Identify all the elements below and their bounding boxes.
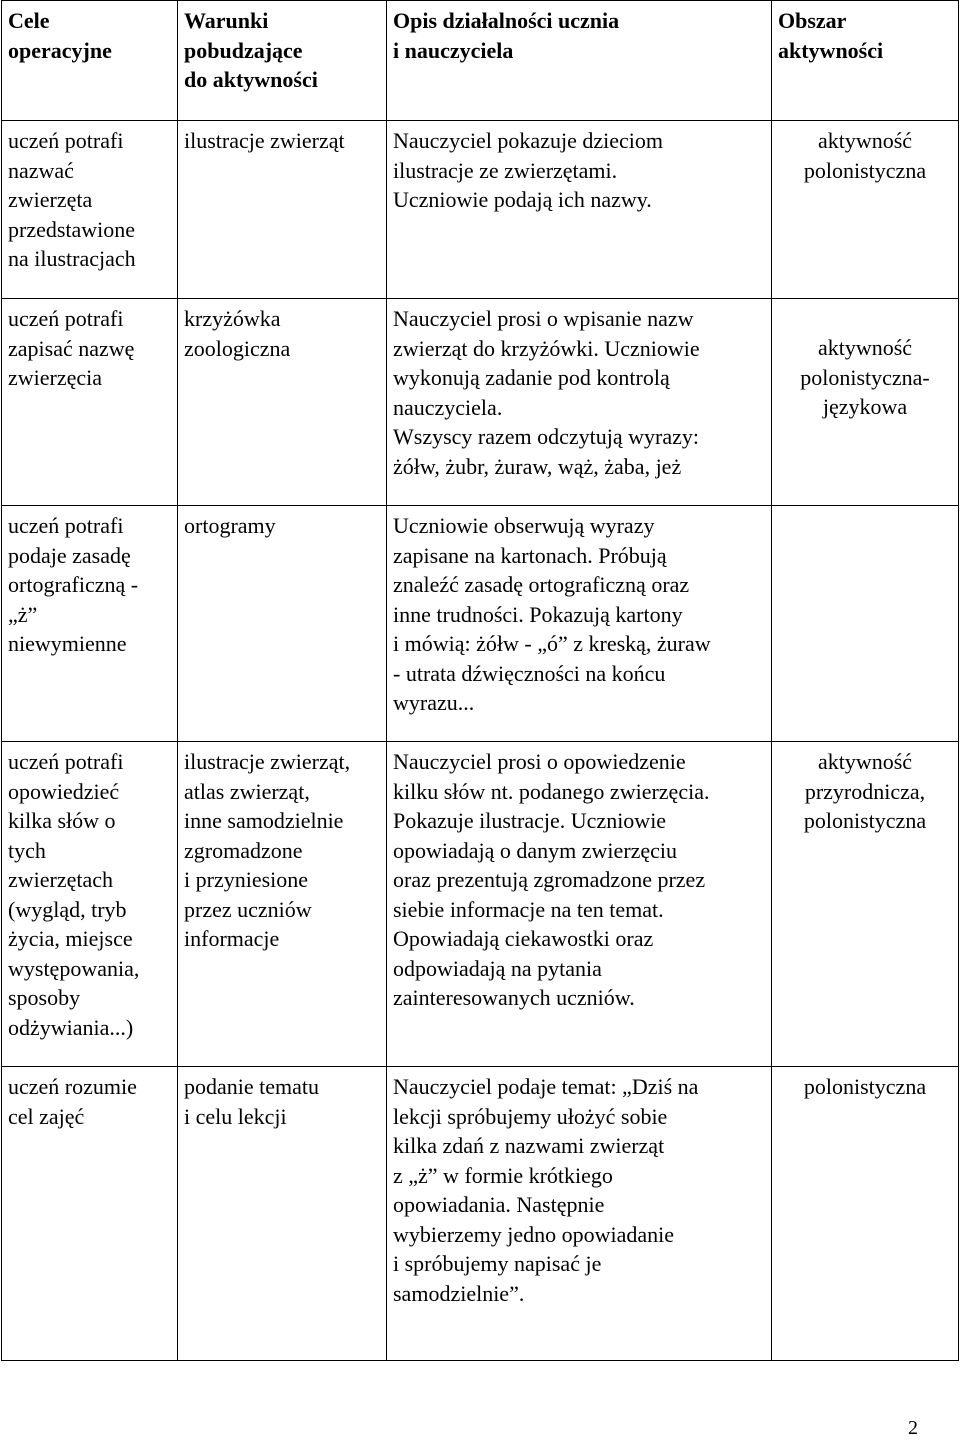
table-header-row xyxy=(2,1,959,121)
cell-obszar: polonistyczna xyxy=(772,1067,959,1361)
page-number: 2 xyxy=(908,1417,918,1439)
cell-opis: Uczniowie obserwują wyrazy zapisane na kartonach. Próbują znaleźć zasadę ortograficzną oraz inne trudności. Pokazują kartony i mówią: żółw - „ó” z kreską, żuraw - utrata dźwięczności na końcu wyrazu... xyxy=(387,506,772,742)
cell-warunki: podanie tematu i celu lekcji xyxy=(178,1067,387,1361)
cell-cel: uczeń potrafi nazwać zwierzęta przedstawione na ilustracjach xyxy=(2,121,178,299)
cell-warunki: ilustracje zwierząt, atlas zwierząt, inne samodzielnie zgromadzone i przyniesione przez uczniów informacje xyxy=(178,742,387,1067)
cell-opis: Nauczyciel prosi o wpisanie nazw zwierząt do krzyżówki. Uczniowie wykonują zadanie pod kontrolą nauczyciela. Wszyscy razem odczytują wyrazy: żółw, żubr, żuraw, wąż, żaba, jeż xyxy=(387,299,772,506)
table-row xyxy=(2,299,959,506)
table-row xyxy=(2,506,959,742)
cell-obszar: aktywność przyrodnicza, polonistyczna xyxy=(772,742,959,1067)
cell-cel: uczeń potrafi podaje zasadę ortograficzną - „ż” niewymienne xyxy=(2,506,178,742)
cell-obszar xyxy=(772,506,959,742)
cell-opis: Nauczyciel prosi o opowiedzenie kilku słów nt. podanego zwierzęcia. Pokazuje ilustracje. Uczniowie opowiadają o danym zwierzęciu oraz prezentują zgromadzone przez siebie informacje na ten temat. Opowiadają ciekawostki oraz odpowiadają na pytania zainteresowanych uczniów. xyxy=(387,742,772,1067)
header-opis-dzialalnosci: Opis działalności ucznia i nauczyciela xyxy=(387,1,772,121)
cell-warunki: ilustracje zwierząt xyxy=(178,121,387,299)
header-cele-operacyjne: Cele operacyjne xyxy=(2,1,178,121)
header-obszar-aktywnosci: Obszar aktywności xyxy=(772,1,959,121)
header-warunki-pobudzajace: Warunki pobudzające do aktywności xyxy=(178,1,387,121)
cell-obszar: aktywność polonistyczna- językowa xyxy=(772,299,959,506)
cell-warunki: krzyżówka zoologiczna xyxy=(178,299,387,506)
cell-obszar: aktywność polonistyczna xyxy=(772,121,959,299)
cell-cel: uczeń rozumie cel zajęć xyxy=(2,1067,178,1361)
cell-opis: Nauczyciel podaje temat: „Dziś na lekcji spróbujemy ułożyć sobie kilka zdań z nazwami zwierząt z „ż” w formie krótkiego opowiadania. Następnie wybierzemy jedno opowiadanie i spróbujemy napisać je samodzielnie”. xyxy=(387,1067,772,1361)
table-row xyxy=(2,742,959,1067)
table-row xyxy=(2,121,959,299)
cell-opis: Nauczyciel pokazuje dzieciom ilustracje ze zwierzętami. Uczniowie podają ich nazwy. xyxy=(387,121,772,299)
cell-cel: uczeń potrafi opowiedzieć kilka słów o tych zwierzętach (wygląd, tryb życia, miejsce występowania, sposoby odżywiania...) xyxy=(2,742,178,1067)
cell-warunki: ortogramy xyxy=(178,506,387,742)
cell-cel: uczeń potrafi zapisać nazwę zwierzęcia xyxy=(2,299,178,506)
lesson-plan-table xyxy=(1,0,959,1361)
table-row xyxy=(2,1067,959,1361)
